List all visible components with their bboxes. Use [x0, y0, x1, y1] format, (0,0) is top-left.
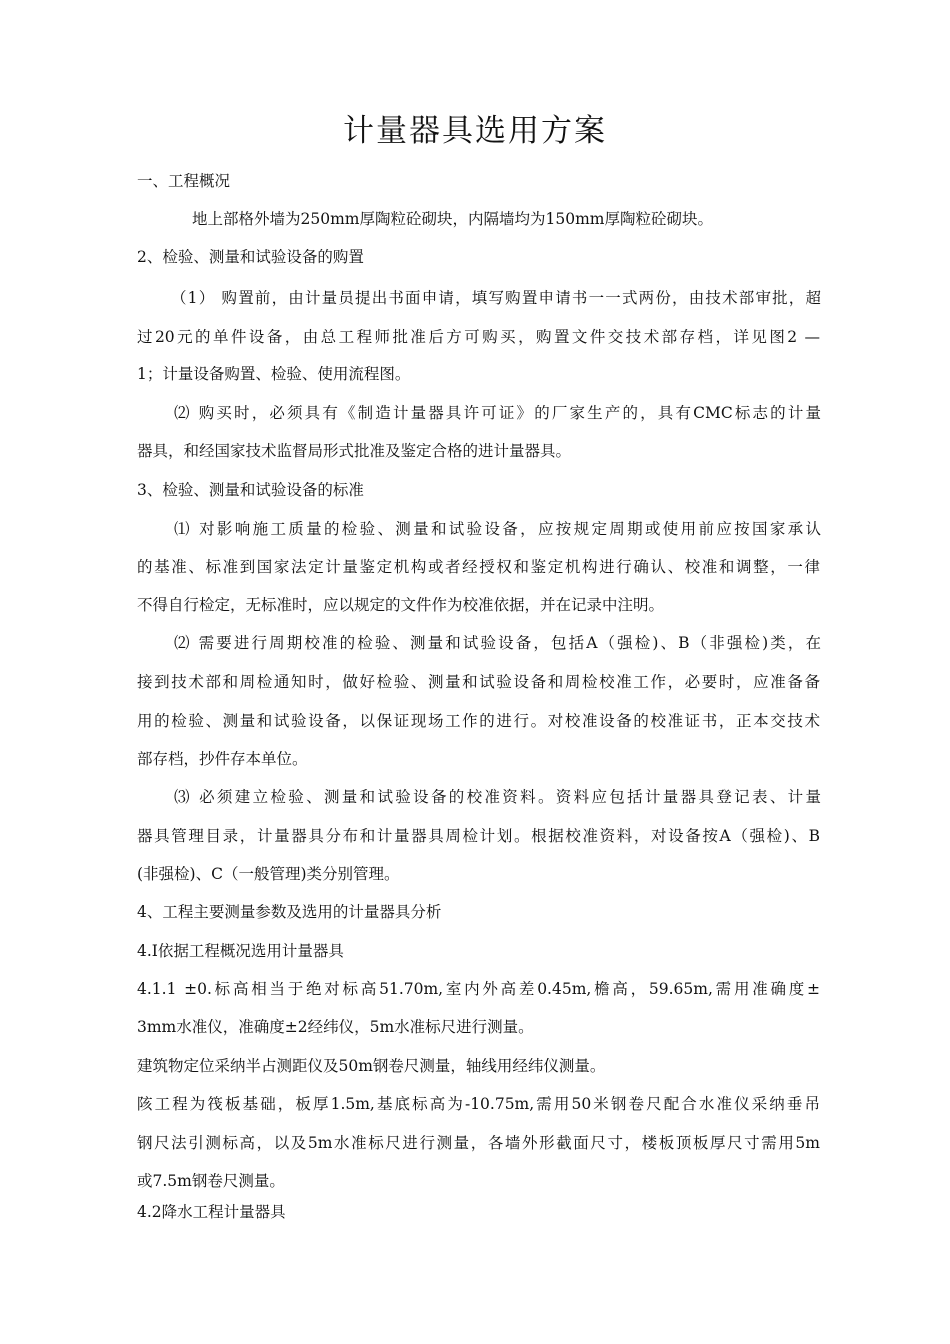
paragraph-line: 钢尺法引测标高，以及5m水准标尺进行测量，各墙外形截面尺寸，楼板顶板厚尺寸需用5m [137, 1134, 820, 1152]
section-heading: 4、工程主要测量参数及选用的计量器具分析 [137, 903, 442, 921]
paragraph-line: (非强检)、C（一般管理)类分别管理。 [137, 865, 400, 883]
paragraph-line: 用的检验、测量和试验设备，以保证现场工作的进行。对校准设备的校准证书，正本交技术 [137, 712, 820, 730]
paragraph-line: 陔工程为筏板基础，板厚1.5m,基底标高为-10.75m,需用50米钢卷尺配合水准仪采纳垂吊 [137, 1095, 820, 1113]
paragraph-line: 不得自行检定，无标准时，应以规定的文件作为校准依据，并在记录中注明。 [137, 596, 665, 614]
section-heading: 3、检验、测量和试验设备的标准 [137, 481, 364, 499]
paragraph-line: 部存档，抄件存本单位。 [137, 750, 308, 768]
paragraph-line: 或7.5m钢卷尺测量。 [137, 1172, 285, 1190]
paragraph-line: （1） 购置前，由计量员提出书面申请，填写购置申请书一一式两份，由技术部审批，超 [171, 289, 821, 307]
section-heading: 一、工程概况 [137, 172, 231, 190]
paragraph-line: 建筑物定位采纳半占测距仪及50m钢卷尺测量，轴线用经纬仪测量。 [137, 1057, 606, 1075]
paragraph-line: ⑵ 购买时，必须具有《制造计量器具许可证》的厂家生产的，具有CMC标志的计量 [174, 404, 821, 422]
paragraph-line: 的基准、标准到国家法定计量鉴定机构或者经授权和鉴定机构进行确认、校准和调整，一律 [137, 558, 820, 576]
section-heading: 2、检验、测量和试验设备的购置 [137, 248, 364, 266]
paragraph-line: 地上部格外墙为250mm厚陶粒砼砌块，内隔墙均为150mm厚陶粒砼砌块。 [192, 210, 713, 228]
paragraph-line: ⑵ 需要进行周期校准的检验、测量和试验设备，包括A（强检)、B（非强检)类，在 [174, 634, 821, 652]
subsection-heading: 4.I依据工程概况选用计量器具 [137, 942, 344, 960]
document-title: 计量器具选用方案 [343, 113, 607, 149]
paragraph-line: 1；计量设备购置、检验、使用流程图。 [137, 365, 411, 383]
paragraph-line: ⑴ 对影响施工质量的检验、测量和试验设备，应按规定周期或使用前应按国家承认 [174, 520, 821, 538]
paragraph-line: 器具管理目录，计量器具分布和计量器具周检计划。根据校准资料，对设备按A（强检)、B [137, 827, 820, 845]
paragraph-line: 过20元的单件设备，由总工程师批准后方可购买，购置文件交技术部存档，详见图2 — [137, 328, 820, 346]
paragraph-line: ⑶ 必须建立检验、测量和试验设备的校准资料。资料应包括计量器具登记表、计量 [174, 788, 821, 806]
paragraph-line: 4.1.1 ±0.标高相当于绝对标高51.70m,室内外高差0.45m,檐高，59.65m,需用准确度± [137, 980, 820, 998]
paragraph-line: 接到技术部和周检通知时，做好检验、测量和试验设备和周检校准工作，必要时，应准备备 [137, 673, 820, 691]
paragraph-line: 3mm水准仪，准确度±2经纬仪，5m水准标尺进行测量。 [137, 1018, 534, 1036]
paragraph-line: 器具，和经国家技术监督局形式批准及鉴定合格的进计量器具。 [137, 442, 572, 460]
subsection-heading: 4.2降水工程计量器具 [137, 1203, 286, 1221]
